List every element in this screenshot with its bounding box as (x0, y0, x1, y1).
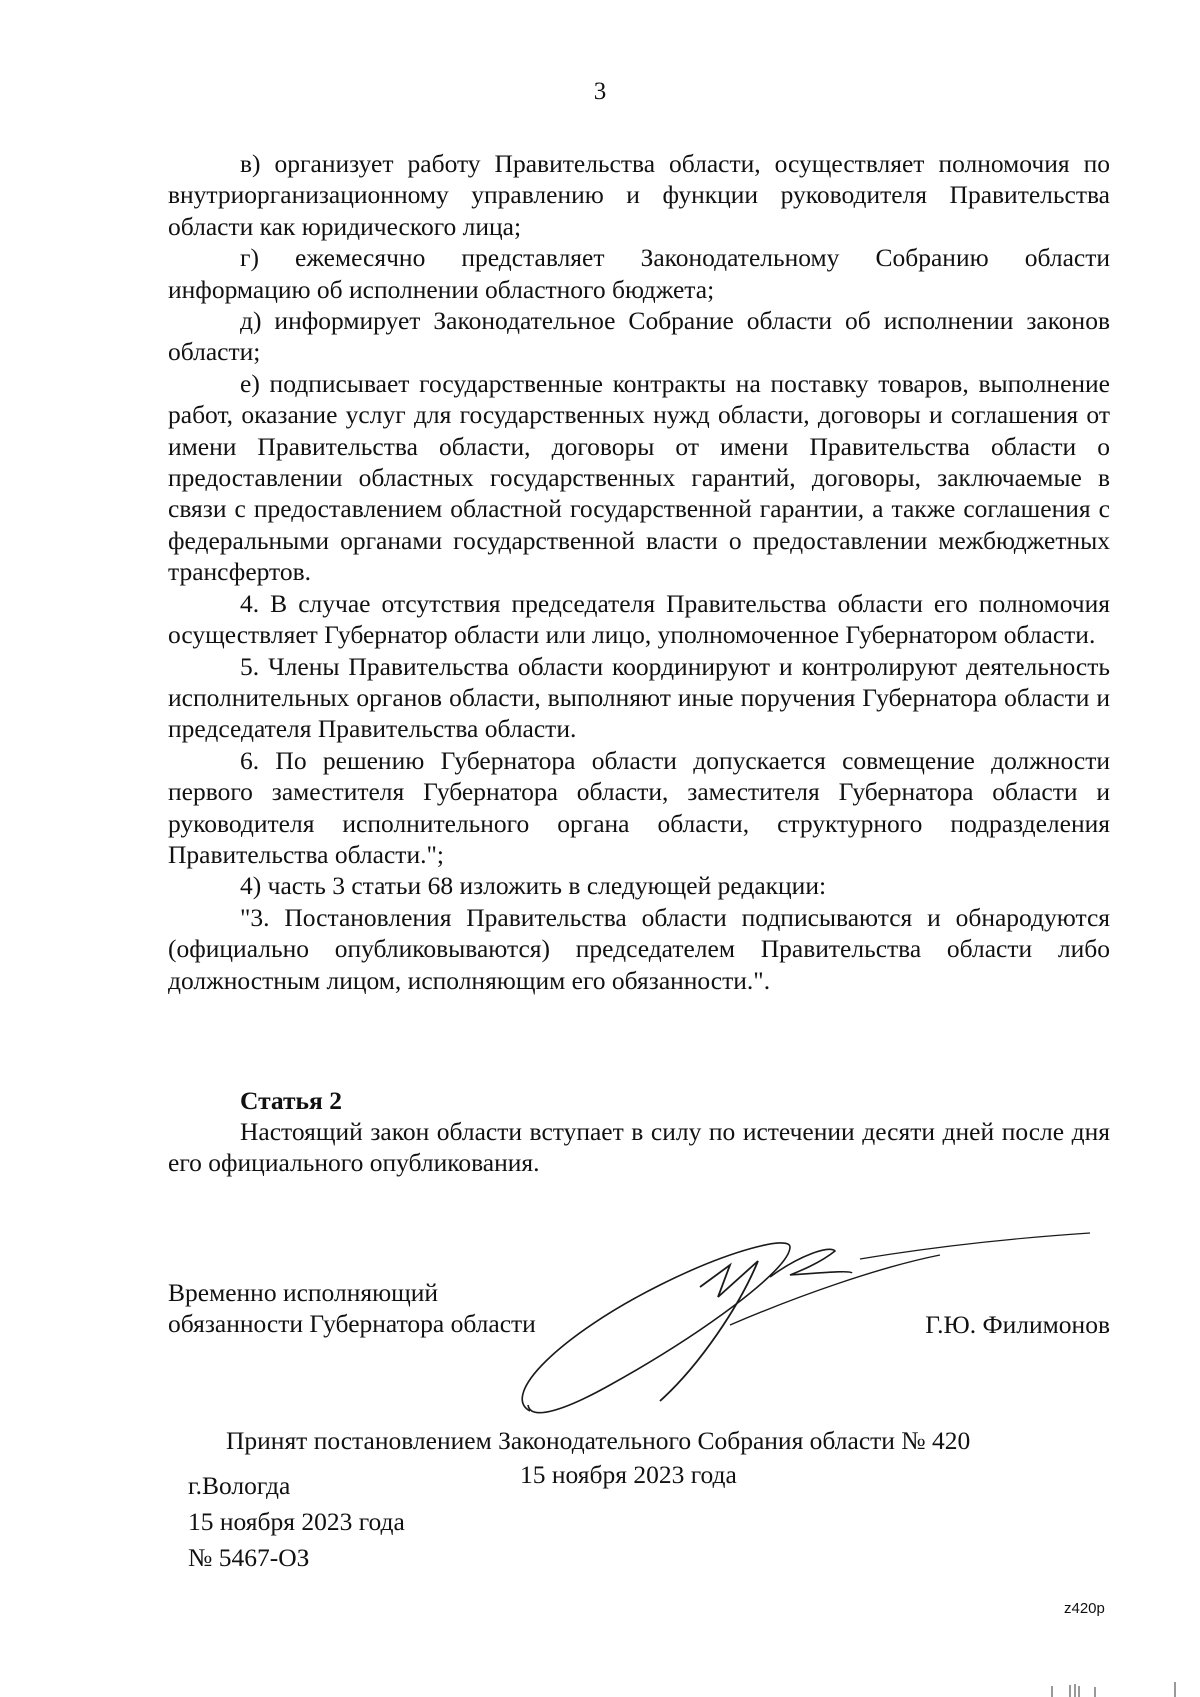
law-date: 15 ноября 2023 года (188, 1507, 405, 1536)
paragraph-4: 4. В случае отсутствия председателя Правительства области его полномочия осуществляет Губернатор области или лицо, уполномоченное Губернатором области. (168, 588, 1110, 650)
paragraph-g: г) ежемесячно представляет Законодательному Собранию области информацию об исполнении областного бюджета; (168, 243, 1110, 304)
paragraph-d: д) информирует Законодательное Собрание области об исполнении законов области; (168, 306, 1110, 367)
city: г.Вологда (188, 1471, 291, 1500)
paragraph-amendment-4: 4) часть 3 статьи 68 изложить в следующей редакции: (240, 871, 827, 901)
paragraph-6: 6. По решению Губернатора области допускается совмещение должности первого заместителя Губернатора области, заместителя Губернатора области и руководителя исполнительного органа области, структурного подразделения Правительства области."; (168, 745, 1110, 869)
law-details (188, 1468, 405, 1576)
signer-title (168, 1277, 536, 1340)
paragraph-v: в) организует работу Правительства области, осуществляет полномочия по внутриорганизационному управлению и функции руководителя Правительства области как юридического лица; (168, 149, 1110, 241)
file-code: z420p (1064, 1600, 1105, 1617)
paragraph-5: 5. Члены Правительства области координируют и контролируют деятельность исполнительных органов области, выполняют иные поручения Губернатора области и председателя Правительства области. (168, 651, 1110, 744)
signer-name: Г.Ю. Филимонов (925, 1310, 1110, 1339)
page-number: 3 (593, 78, 607, 105)
paragraph-e: е) подписывает государственные контракты на поставку товаров, выполнение работ, оказание услуг для государственных нужд области, договоры и соглашения от имени Правительства области, договоры от имени Правительства области о предоставлении областных государственных гарантий, договоры, заключаемые в связи с предоставлением областной государственной гарантии, а также соглашения с федеральными органами государственной власти о предоставлении межбюджетных трансфертов. (168, 368, 1110, 587)
signer-title-line-1: Временно исполняющий (168, 1278, 439, 1307)
article-paragraph: Настоящий закон области вступает в силу по истечении десяти дней после дня его официального опубликования. (168, 1117, 1110, 1178)
paragraph-amendment-text: "3. Постановления Правительства области подписываются и обнародуются (официально опубликовываются) председателем Правительства области либо должностным лицом, исполняющим его обязанности.". (168, 902, 1110, 995)
adoption-date: 15 ноября 2023 года (520, 1460, 737, 1489)
article-body (168, 1116, 1110, 1179)
law-number: № 5467-ОЗ (188, 1543, 310, 1572)
law-body (168, 148, 1110, 996)
signer-title-line-2: обязанности Губернатора области (168, 1309, 536, 1339)
scan-marks (1050, 1682, 1180, 1697)
article-heading: Статья 2 (240, 1086, 342, 1115)
adoption-statement: Принят постановлением Законодательного Собрания области № 420 (226, 1426, 971, 1455)
